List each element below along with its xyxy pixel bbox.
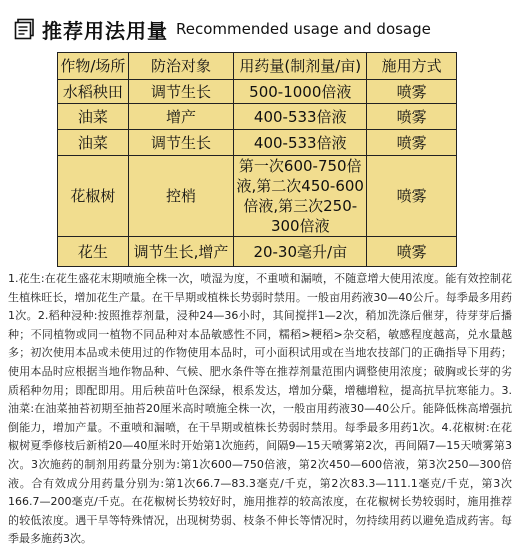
table-header-row <box>58 53 457 80</box>
column-header: 防治对象 <box>128 53 234 80</box>
dose-cell: 400-533倍液 <box>234 104 367 130</box>
table-row <box>58 130 457 156</box>
table-row <box>58 80 457 104</box>
column-header: 施用方式 <box>367 53 457 80</box>
dose-cell: 第一次600-750倍液,第二次450-600倍液,第三次250-300倍液 <box>234 156 367 237</box>
section-header <box>14 14 431 44</box>
table-row <box>58 104 457 130</box>
dose-cell: 500-1000倍液 <box>234 80 367 104</box>
column-header: 作物/场所 <box>58 53 129 80</box>
usage-table <box>57 52 457 267</box>
section-subtitle: Recommended usage and dosage <box>176 20 431 38</box>
crop-cell: 花生 <box>58 237 129 267</box>
usage-description: 1.花生:在花生盛花末期喷施全株一次，喷湿为度，不重喷和漏喷，不随意增大使用浓度。能有效控制花生植株旺长，增加花生产量。在干旱期或植株长势弱时禁用。一般亩用药液30—40公斤。每季最多用药1次。2.稻种浸种:按照推荐剂量，浸种24—36小时，其间搅拌1—2次，稍加洗涤后催芽，待芽芽后播种；不同植物或同一植物不同品种对本品敏感性不同，糯稻>粳稻>杂交稻，敏感程度越高，兑水量越多；初次使用本品或未使用过的作物使用本品时，可小面积试用或在当地农技部门的正确指导下用药；使用本品时应根据当地作物品种、气候、肥水条件等在推荐剂量范围内调整使用浓度；破胸或长芽的劣质稻种勿用；即配即用。用后秧苗叶色深绿，根系发达，增加分蘖，增穗增粒，提高抗旱抗寒能力。3.油菜:在油菜抽苔初期至抽苔20厘米高时喷施全株一次，一般亩用药液30—40公斤。能降低株高增强抗倒能力，增加产量。不重喷和漏喷，在干旱期或植株长势弱时禁用。每季最多用药1次。4.花椒树:在花椒树夏季修枝后新梢20—40厘米时开始第1次施药，间隔9—15天喷雾第2次，再间隔7—15天喷雾第3次。3次施药的制剂用药量分别为:第1次600—750倍液，第2次450—600倍液，第3次250—300倍液。合有效成分用药量分别为:第1次66.7—83.3毫克/千克，第2次83.3—111.1毫克/千克，第3次166.7—200毫克/千克。在花椒树长势较好时，施用推荐的较高浓度，在花椒树长势较弱时，施用推荐的较低浓度。遇干旱等特殊情况，出现树势弱、枝条不伸长等情况时，勿持续用药以避免造成药害。每季最多施药3次。 <box>8 272 512 546</box>
target-cell: 调节生长 <box>128 130 234 156</box>
section-title: 推荐用法用量 <box>42 18 168 43</box>
target-cell: 调节生长,增产 <box>128 237 234 267</box>
table-row <box>58 156 457 237</box>
crop-cell: 水稻秧田 <box>58 80 129 104</box>
target-cell: 控梢 <box>128 156 234 237</box>
table-row <box>58 237 457 267</box>
crop-cell: 油菜 <box>58 104 129 130</box>
method-cell: 喷雾 <box>367 237 457 267</box>
method-cell: 喷雾 <box>367 80 457 104</box>
method-cell: 喷雾 <box>367 104 457 130</box>
document-icon <box>14 18 36 40</box>
target-cell: 调节生长 <box>128 80 234 104</box>
method-cell: 喷雾 <box>367 156 457 237</box>
crop-cell: 油菜 <box>58 130 129 156</box>
method-cell: 喷雾 <box>367 130 457 156</box>
column-header: 用药量(制剂量/亩) <box>234 53 367 80</box>
target-cell: 增产 <box>128 104 234 130</box>
dose-cell: 20-30毫升/亩 <box>234 237 367 267</box>
crop-cell: 花椒树 <box>58 156 129 237</box>
dose-cell: 400-533倍液 <box>234 130 367 156</box>
